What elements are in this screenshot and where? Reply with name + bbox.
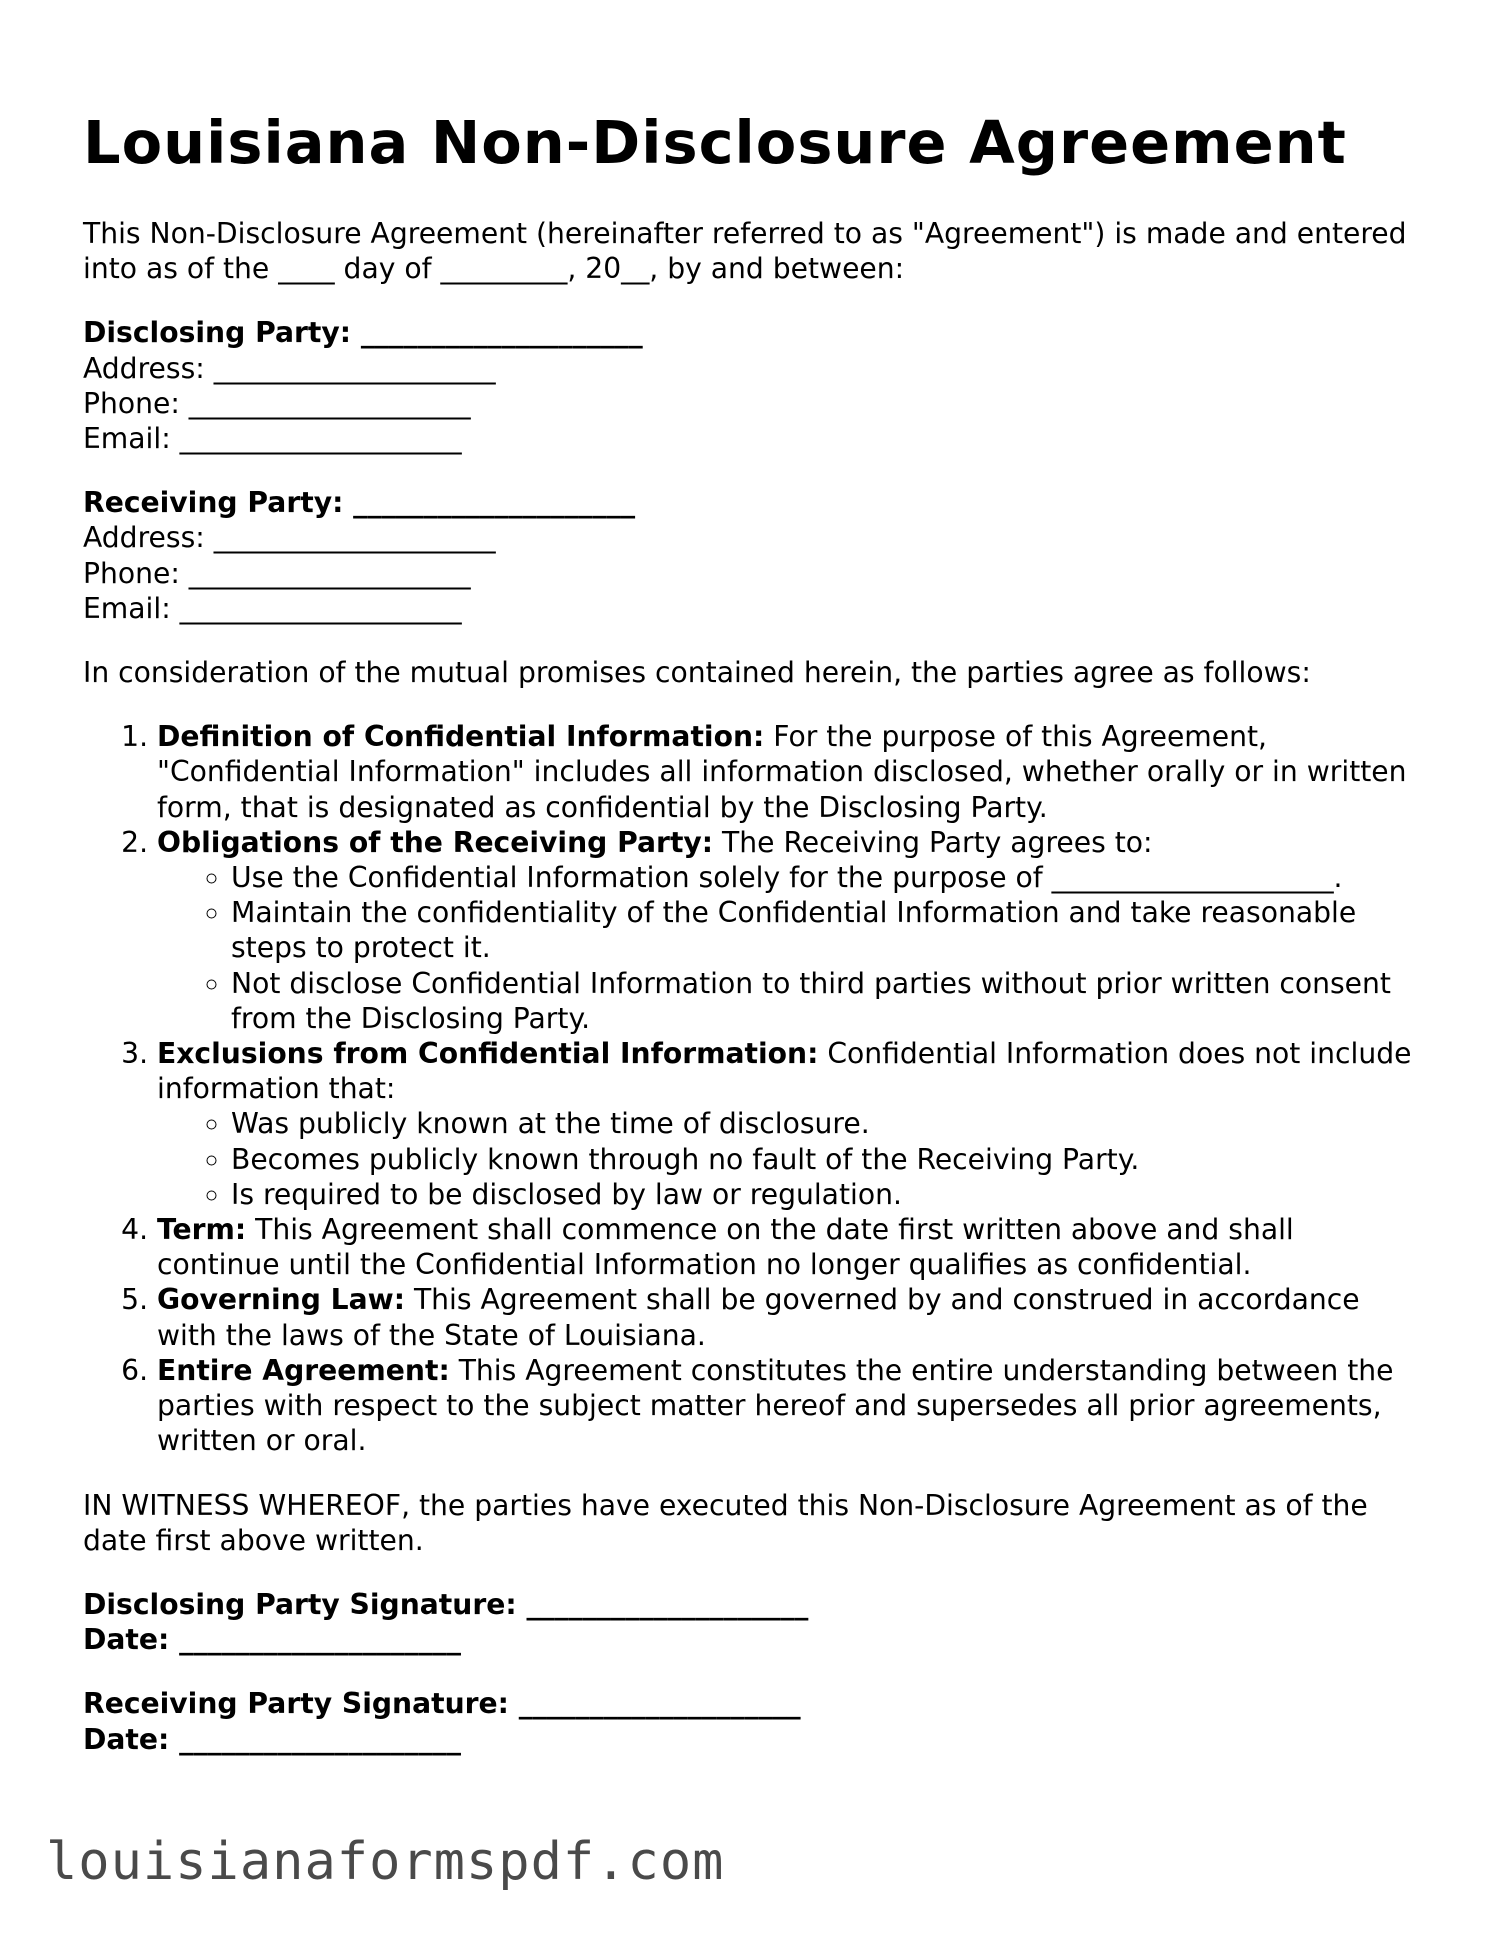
clause-governing-law [157, 1282, 1423, 1352]
clause-term [157, 1212, 1423, 1282]
consideration-paragraph: In consideration of the mutual promises contained herein, the parties agree as follows: [83, 656, 1311, 690]
clause-heading: Governing Law: [157, 1283, 405, 1317]
exclusions-sublist [157, 1106, 1423, 1212]
clause-heading: Entire Agreement: [157, 1353, 450, 1387]
clause-heading: Obligations of the Receiving Party: [157, 825, 714, 859]
clause-text: The Receiving Party agrees to: [713, 825, 1153, 859]
list-item: ◦ Was publicly known at the time of disclosure. [231, 1106, 1423, 1141]
receiving-address: Address: ____________________ [83, 521, 496, 555]
witness-paragraph: IN WITNESS WHEREOF, the parties have executed this Non-Disclosure Agreement as of the date first above written. [83, 1488, 1368, 1557]
disclosing-party-name-blank: ____________________ [351, 316, 643, 350]
clause-heading: Term: [157, 1213, 247, 1247]
disclosing-signature-block [83, 1587, 1423, 1657]
disclosing-address: Address: ____________________ [83, 351, 496, 385]
disclosing-date-blank: ____________________ [169, 1623, 461, 1657]
list-item: ◦ Use the Confidential Information solely for the purpose of ____________________. [231, 860, 1423, 895]
receiving-signature-blank: ____________________ [508, 1687, 801, 1721]
disclosing-date-label: Date: [83, 1623, 170, 1657]
receiving-signature-block [83, 1686, 1423, 1756]
clause-heading: Definition of Confidential Information: [157, 720, 765, 754]
clause-definition [157, 719, 1423, 825]
list-item: ◦ Not disclose Confidential Information to third parties without prior written consent from the Disclosing Party. [231, 966, 1423, 1036]
clause-entire-agreement [157, 1353, 1423, 1459]
receiving-email: Email: ____________________ [83, 591, 462, 625]
document-title: Louisiana Non-Disclosure Agreement [83, 108, 1347, 177]
clause-exclusions [157, 1036, 1423, 1212]
clause-obligations [157, 825, 1423, 1036]
clause-text: This Agreement shall commence on the date first written above and shall continue until the Confidential Information no longer qualifies as confidential. [157, 1213, 1294, 1282]
document-body [83, 216, 1423, 1757]
receiving-signature-label: Receiving Party Signature: [83, 1687, 509, 1721]
receiving-date-label: Date: [83, 1722, 170, 1756]
clause-heading: Exclusions from Confidential Information: [157, 1037, 819, 1071]
receiving-party-block [83, 485, 1423, 626]
clause-text: For the purpose of this Agreement, "Confidential Information" includes all information disclosed, whether orally or in written form, that is designated as confidential by the Disclosing Party. [157, 720, 1407, 824]
clause-text: Confidential Information does not include information that: [157, 1037, 1412, 1106]
receiving-party-label: Receiving Party: [83, 486, 344, 520]
disclosing-signature-label: Disclosing Party Signature: [83, 1587, 517, 1621]
disclosing-party-label: Disclosing Party: [83, 316, 352, 350]
disclosing-signature-blank: ____________________ [516, 1587, 809, 1621]
disclosing-phone: Phone: ____________________ [83, 386, 471, 420]
disclosing-email: Email: ____________________ [83, 422, 462, 456]
receiving-date-blank: ____________________ [169, 1722, 461, 1756]
list-item: ◦ Is required to be disclosed by law or regulation. [231, 1177, 1423, 1212]
clause-text: This Agreement shall be governed by and construed in accordance with the laws of the State of Louisiana. [157, 1283, 1360, 1352]
clauses-list [83, 719, 1423, 1458]
clause-text: This Agreement constitutes the entire understanding between the parties with respect to the subject matter hereof and supersedes all prior agreements, written or oral. [157, 1353, 1394, 1458]
receiving-phone: Phone: ____________________ [83, 556, 471, 590]
obligations-sublist [157, 860, 1423, 1036]
receiving-party-name-blank: ____________________ [343, 486, 636, 520]
site-watermark: louisianaformspdf.com [46, 1832, 725, 1892]
list-item: ◦ Maintain the confidentiality of the Confidential Information and take reasonable steps to protect it. [231, 895, 1423, 965]
disclosing-party-block [83, 315, 1423, 456]
intro-paragraph: This Non-Disclosure Agreement (hereinafter referred to as "Agreement") is made and entered into as of the ____ day of _________, 20__, by and between: [83, 217, 1407, 286]
list-item: ◦ Becomes publicly known through no fault of the Receiving Party. [231, 1142, 1423, 1177]
